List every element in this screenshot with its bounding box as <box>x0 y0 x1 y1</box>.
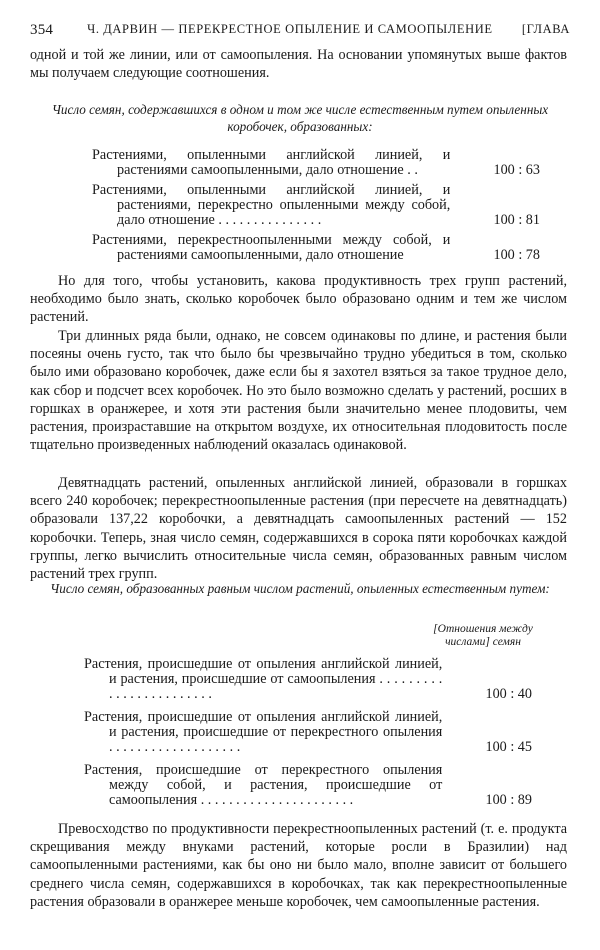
row-description: Растения, происшедшие от перекрестного опыления между собой, и растения, происшедшие от самоопыления . . . . . . . . . . . . . . . . . . . . . . <box>84 762 443 808</box>
table-row <box>92 233 542 263</box>
running-head: Ч. ДАРВИН — ПЕРЕКРЕСТНОЕ ОПЫЛЕНИЕ И САМООПЫЛЕНИЕ <box>87 22 493 36</box>
table1 <box>92 148 542 268</box>
row-ratio: 100 : 63 <box>493 162 540 178</box>
table2-column-header: [Отношения между числами] семян <box>433 623 533 648</box>
table1-caption: Число семян, содержавшихся в одном и том же числе естественным путем опыленных коробочек, образованных: <box>51 102 549 134</box>
paragraph: Три длинных ряда были, однако, не совсем одинаковы по длине, и растения были посеяны очень густо, так что было бы чрезвычайно трудно убедиться в том, сколько было ими образовано коробочек, даже если бы я захотел взяться за такое трудное дело, как сбор и подсчет всех коробочек. Но это было возможно сделать у растений, росших в горшках в оранжерее, и хотя эти растения были значительно менее плодовиты, чем растения, произраставшие на открытом воздухе, их относительная плодовитость после тщательно произведенных наблюдений оказалась одинаковой. <box>30 328 567 454</box>
table2-caption: Число семян, образованных равным числом растений, опыленных естественным путем: <box>50 581 550 596</box>
table-row <box>92 148 542 178</box>
table-row <box>84 657 534 702</box>
chapter-marker: [ГЛАВА <box>521 22 570 36</box>
table-row <box>84 763 534 808</box>
row-ratio: 100 : 78 <box>493 247 540 263</box>
paragraph-continuation: одной и той же линии, или от самоопыления. На основании упомянутых выше фактов мы получаем следующие соотношения. <box>30 47 567 82</box>
paragraph: Девятнадцать растений, опыленных английской линией, образовали в горшках всего 240 коробочек; перекрестноопыленные растения (при пересчете на девятнадцать) образовали 137,22 коробочки, а девятнадцать самоопыленных растений — 152 коробочки. Теперь, зная число семян, содержавшихся в сорока пяти коробочках каждой группы, легко вычислить относительные числа семян, образованных равным числом растений трех групп. <box>30 475 567 583</box>
row-description: Растениями, опыленными английской линией, и растениями самоопыленными, дало отношение . . <box>92 147 451 178</box>
page-number: 354 <box>30 22 54 38</box>
row-description: Растениями, опыленными английской линией, и растениями, перекрестно опыленными между собой, дало отношение . . . . . . . . . . . . . . . <box>92 182 451 228</box>
row-ratio: 100 : 40 <box>485 686 532 702</box>
page-header <box>30 22 570 39</box>
table-row <box>84 710 534 755</box>
paragraph: Но для того, чтобы установить, какова продуктивность трех групп растений, необходимо было знать, сколько коробочек было образовано одним и тем же числом растений. <box>30 273 567 326</box>
table2 <box>84 657 534 813</box>
paragraph: Превосходство по продуктивности перекрестноопыленных растений (т. е. продукта скрещивания между внуками растений, которые росли в Бразилии) над самоопыленными растениями, как бы оно ни было мало, вполне зависит от большего среднего числа семян, содержавшихся в коробочках, так как перекрестноопыленные растения образовали в оранжерее меньше коробочек, чем самоопыленные растения. <box>30 821 567 910</box>
row-description: Растения, происшедшие от опыления английской линией, и растения, происшедшие от самоопыления . . . . . . . . . . . . . . . . . . . . . . . . <box>84 656 443 702</box>
row-ratio: 100 : 89 <box>485 792 532 808</box>
row-ratio: 100 : 81 <box>493 212 540 228</box>
row-ratio: 100 : 45 <box>485 739 532 755</box>
row-description: Растения, происшедшие от опыления английской линией, и растения, происшедшие от перекрестного опыления . . . . . . . . . . . . . . . . . . . <box>84 709 443 755</box>
table-row <box>92 183 542 228</box>
row-description: Растениями, перекрестноопыленными между собой, и растениями самоопыленными, дало отношение <box>92 232 451 263</box>
